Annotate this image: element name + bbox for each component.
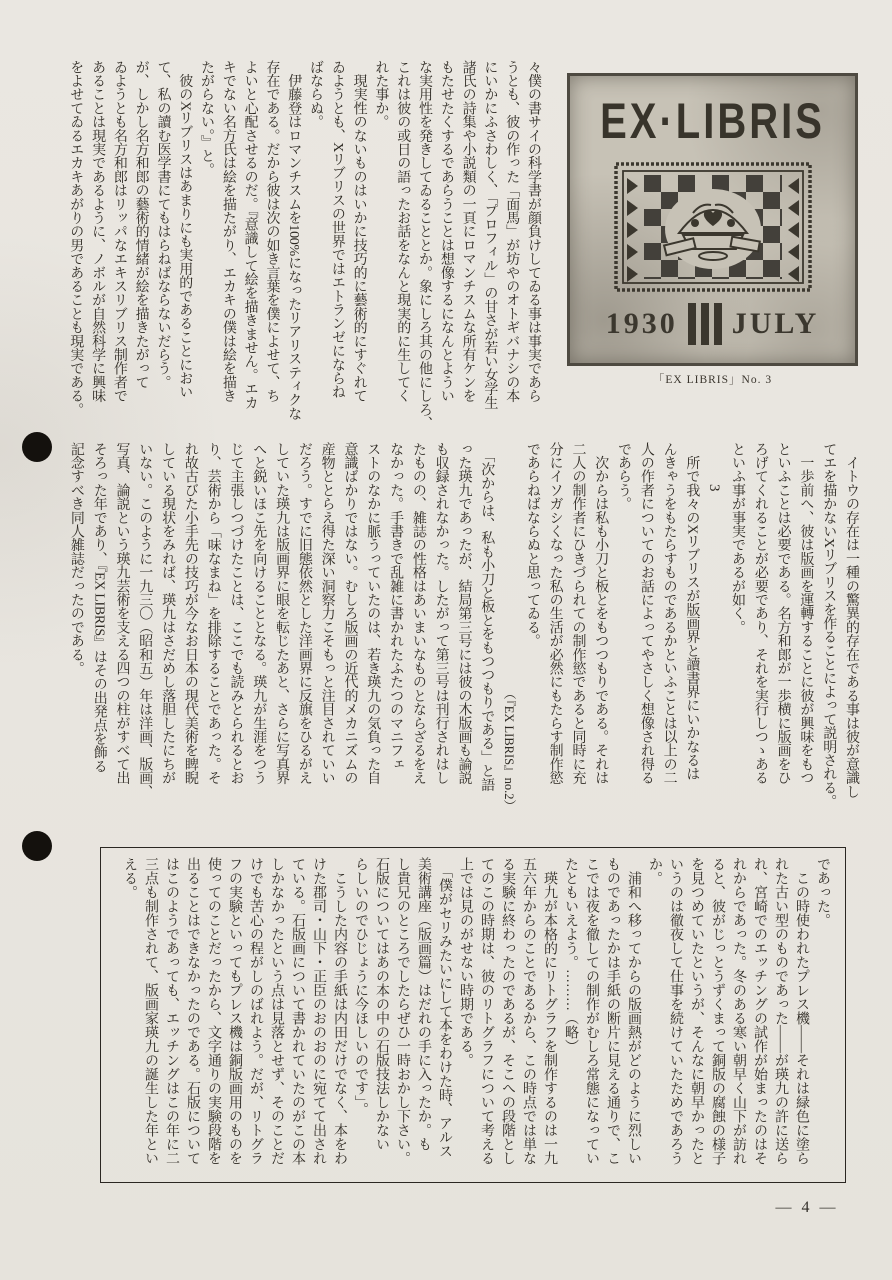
text-column: ストのなかに脈うっていたのは、若き瑛九の気負った自 bbox=[365, 442, 381, 785]
cover-date bbox=[570, 303, 855, 345]
text-column: る実験に終わったのであるが、そこへの段階とし bbox=[500, 857, 515, 1165]
text-column: 人の作者についてのお話によってやさしく想像され得る bbox=[638, 442, 654, 785]
text-column: けた郡司・山下・正臣のおのおのに宛てて出され bbox=[311, 857, 326, 1165]
boxed-excerpt bbox=[100, 847, 846, 1183]
text-column: 五六年からのことであるから、この時点では単な bbox=[521, 857, 536, 1165]
cover-caption: 「EX LIBRIS」No. 3 bbox=[652, 374, 773, 386]
text-column: ゐようとも名方和郎はリッパなエキスリブリス制作者で bbox=[111, 60, 127, 403]
text-column: そろった年であり、『EX LIBRIS』はその出発点を飾る bbox=[91, 442, 107, 773]
text-column: （『EX LIBRIS』no.2） bbox=[502, 687, 517, 812]
text-column: ている。石版画について書かれていたのがこの本 bbox=[290, 857, 305, 1165]
issue-bars-icon bbox=[688, 303, 722, 345]
text-column: だろう。すでに旧態依然とした洋画界に反旗をひるがえ bbox=[296, 442, 312, 785]
text-column: える。 bbox=[122, 857, 137, 899]
text-column: こでは夜を徹しての制作がむしろ常態になってい bbox=[584, 857, 599, 1165]
text-column: れからであった。冬のある寒い朝早く山下が訪れ bbox=[731, 857, 746, 1165]
text-column: れた古い型のものであった――が瑛九の許に送ら bbox=[773, 857, 788, 1165]
text-column: 「次からは、私も小刀と板とをもつつもりである」と語 bbox=[479, 442, 495, 792]
text-column: けでも苦心の程がしのばれよう。だが、リトグラ bbox=[248, 857, 263, 1165]
text-column: し貴兄のところでしたらぜひ一時おかし下さい。 bbox=[395, 857, 410, 1165]
boxed-excerpt-text bbox=[115, 857, 833, 1173]
text-column: 次からは私も小刀と板とをもつつもりである。それは bbox=[593, 442, 609, 785]
text-column: を見つめていたというが、そんなに朝早かったと bbox=[689, 857, 704, 1165]
text-column: 石版についてはあの本の中の石版技法しかない bbox=[374, 857, 389, 1151]
text-column: ゐようとも、Xリブリスの世界ではエトランゼにならね bbox=[329, 60, 345, 399]
text-column: 3 bbox=[706, 484, 723, 492]
text-column: はこのようであっても、エッチングはこの年に二 bbox=[164, 857, 179, 1165]
text-column: あることは現実であるように、ノボルが自然科学に興味 bbox=[90, 60, 106, 403]
text-column: であった。 bbox=[815, 857, 830, 927]
binding-hole-bottom bbox=[22, 831, 52, 861]
text-column: れ故古びた小手先の技巧が今なお日本の現代美術を睥睨 bbox=[182, 442, 198, 785]
text-column: 二人の制作者にひきづられての制作慾であると同時に充 bbox=[570, 442, 586, 785]
text-column: 産物ととらえ得た深い洞察力こそもっと注目されていい bbox=[319, 442, 335, 785]
text-column: といふ事が事実であるが如く。 bbox=[730, 442, 746, 634]
text-column: していた瑛九は版画界に眼を転じたあと、さらに写真界 bbox=[274, 442, 290, 785]
text-column: 一歩前へ、彼は版画を運轉することに彼が興味をもつ bbox=[798, 442, 814, 785]
text-column: も収録されなかった。したがって第三号は刊行されはし bbox=[433, 442, 449, 785]
text-column: こうした内容の手紙は内田だけでなく、本をわ bbox=[332, 857, 347, 1165]
text-column: が、しかし名方和郎の藝術的情緒が絵を描きたがって bbox=[133, 60, 149, 389]
text-column: んきゃうをもたらすものであるかといふことは以上の二 bbox=[661, 442, 677, 785]
text-column: てのこの時期は、彼のリトグラフについて考える bbox=[479, 857, 494, 1165]
text-column: いない。このように一九三〇（昭和五）年は洋画、版画、 bbox=[137, 442, 153, 799]
text-column: て、私の讀む医学書にてもはらねばならないだらう。 bbox=[155, 60, 171, 389]
text-column: いうのは徹夜して仕事を続けていたためであろう bbox=[668, 857, 683, 1165]
text-column: 美術講座（版画篇）はだれの手に入ったか。も bbox=[416, 857, 431, 1151]
text-column: 諸氏の詩集や小説類の一頁にロマンチスムな所有ケンを bbox=[460, 60, 476, 403]
text-column: 所で我々のXリブリスが版画界と讀書界にいかなるは bbox=[684, 442, 700, 781]
text-column: じて主張しつづけたことは、ここでも読みとられるとお bbox=[228, 442, 244, 785]
text-column: といふことは必要である。名方和郎が一歩横に版画をひ bbox=[775, 442, 791, 785]
text-column: うとも、彼の作った「面馬」が坊やのオトギバナシの本 bbox=[504, 60, 520, 403]
text-column: 瑛九が本格的にリトグラフを制作するのは一九 bbox=[542, 857, 557, 1165]
cover-emblem bbox=[613, 161, 813, 293]
text-column: 伊藤登はロマンチスムを100%になったリアリスティクな bbox=[286, 60, 302, 421]
text-column: 「僕がセリみたいにして本をわけた時、アルス bbox=[437, 857, 452, 1158]
text-column: この時使われたプレス機――それは緑色に塗ら bbox=[794, 857, 809, 1165]
text-column: 現実性のないものはいかに技巧的に藝術的にすぐれて bbox=[351, 60, 367, 403]
article-top-text bbox=[64, 60, 544, 432]
text-column: をよせてゐるエカキあがりの男であることも現実である。 bbox=[68, 60, 84, 417]
text-column: であらう。 bbox=[616, 442, 632, 511]
text-column: している現状をみれば、瑛九はさだめし落胆したにちが bbox=[160, 442, 176, 785]
text-column: 彼のXリブリスはあまりにも実用的であることにおい bbox=[177, 60, 193, 399]
text-column: 分にイソガシくなった私の生活が必然にもたらす制作慾 bbox=[547, 442, 563, 785]
text-column: か。 bbox=[647, 857, 662, 885]
cover-masthead: EX·LIBRIS bbox=[600, 94, 825, 149]
text-column: てエを描かないXリブリスを作ることによって説明される。 bbox=[821, 442, 837, 809]
binding-hole-top bbox=[22, 432, 52, 462]
text-column: ばならぬ。 bbox=[308, 60, 324, 129]
text-column: 上では見のがせない時期である。 bbox=[458, 857, 473, 1067]
text-column: たともいえよう。………（略） bbox=[563, 857, 578, 1053]
text-column: よいと心配させるのだ。『意識して絵を描きません。エカ bbox=[242, 60, 258, 410]
text-column: 浦和へ移ってからの版画熱がどのように烈しい bbox=[626, 857, 641, 1165]
page-number: — 4 — bbox=[775, 1199, 839, 1216]
text-column: ろげてくれることが必要であり、それを実行しつゝある bbox=[752, 442, 768, 785]
text-column: なかった。手書きで乱雑に書かれたふたつのマニフェ bbox=[388, 442, 404, 771]
text-column: 意識ばかりではない。むしろ版画の近代的メカニズムの bbox=[342, 442, 358, 785]
cover-year: 1930 bbox=[605, 307, 678, 340]
text-column: イトウの存在は一種の驚異的存在である事は彼が意識し bbox=[844, 442, 859, 799]
text-column: へと鋭いほこ先を向けることとなる。瑛九が生涯をつう bbox=[251, 442, 267, 785]
text-column: れ、宮崎でのエッチングの試作が始まったのはそ bbox=[752, 857, 767, 1165]
text-column: り、芸術から「味なまね」を排除することであった。そ bbox=[205, 442, 221, 785]
text-column: たがらない。』と。 bbox=[199, 60, 215, 177]
text-column: もたせたくするであらうことは想像するになんとようい bbox=[438, 60, 454, 403]
text-column: った瑛九であったが、結局第三号には彼の木版画も論説 bbox=[456, 442, 472, 785]
cover-photo bbox=[567, 73, 858, 366]
cover-month: JULY bbox=[731, 307, 820, 340]
text-column: たものの、雑誌の性格はあいまいなものとならざるをえ bbox=[410, 442, 426, 785]
text-column: 使ってのことだったから、文字通りの実験段階を bbox=[206, 857, 221, 1165]
text-column: らしいのでひじょうに今ほしいのです」。 bbox=[353, 857, 368, 1116]
text-column: 存在である。だから彼は次の如き言葉を僕によせて、ち bbox=[264, 60, 280, 403]
text-column: であらねばならぬと思ってゐる。 bbox=[524, 442, 540, 648]
text-column: ると、彼がじっとうずくまって銅版の腐蝕の様子 bbox=[710, 857, 725, 1165]
text-column: な実用性を発きしてゐることとか。象にしろ其の他にしろ、 bbox=[417, 60, 433, 430]
text-column: 出ることはできなかったのである。石版について bbox=[185, 857, 200, 1165]
text-column: 三点も制作されて、版画家瑛九の誕生した年とい bbox=[143, 857, 158, 1165]
text-column: キでない名方氏は絵を描たがり、エカキの僕は絵を描き bbox=[220, 60, 236, 403]
text-column: 々僕の書サイの科学書が顔負けしてゐる事は事実であら bbox=[526, 60, 541, 403]
text-column: これは彼の或日の語ったお話をなんと現実的に生してく bbox=[395, 60, 411, 403]
text-column: ものであったかは手紙の断片に見える通りで、こ bbox=[605, 857, 620, 1165]
text-column: にいかにふさわしく、「プロフィル」の甘さが若い女学生 bbox=[482, 60, 498, 410]
text-column: フの実験といってもプレス機は銅版画用のものを bbox=[227, 857, 242, 1165]
text-column: 記念すべき同人雑誌だったのである。 bbox=[68, 442, 84, 675]
text-column: しかなかったという点は見落とせず、そのことだ bbox=[269, 857, 284, 1165]
text-column: れた事か。 bbox=[373, 60, 389, 129]
text-column: 写真、論説という瑛九芸術を支える四つの柱がすべて出 bbox=[114, 442, 130, 785]
article-middle-text bbox=[64, 442, 862, 812]
